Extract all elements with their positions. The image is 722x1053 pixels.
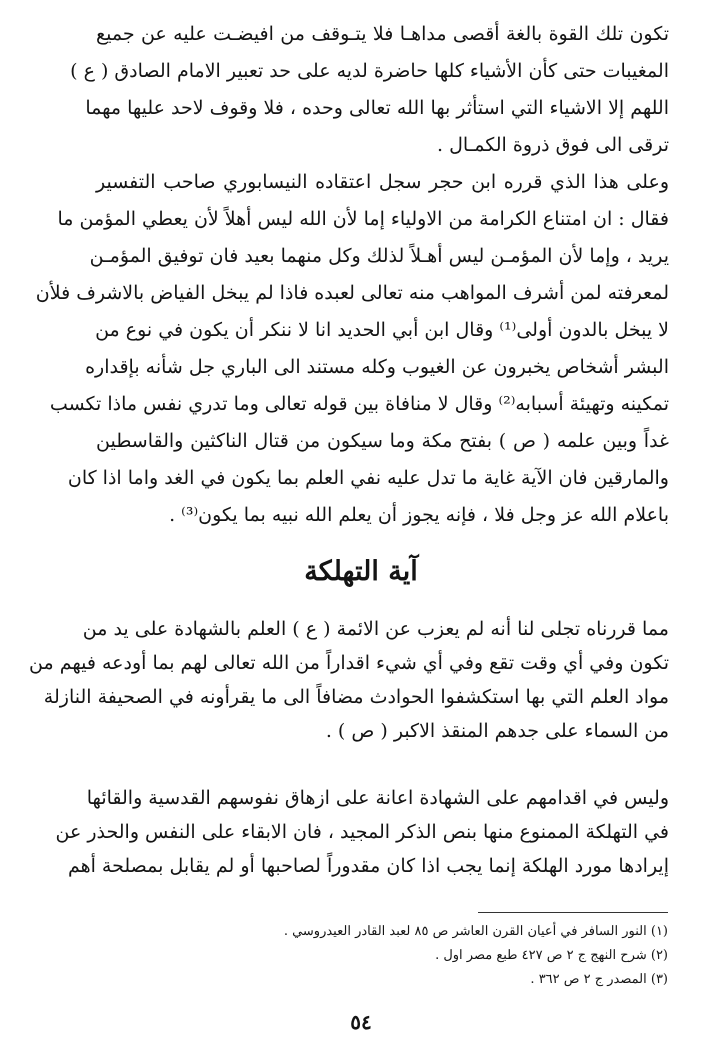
text-line: باعلام الله عز وجل فلا ، فإنه يجوز أن يعلم الله نبيه بما يكون⁽³⁾ . (169, 504, 669, 526)
page-number: ٥٤ (350, 1010, 372, 1034)
text-line: مواد العلم التي بها استكشفوا الحوادث مضافاً الى ما يقرأونه في الصحيفة النازلة (43, 686, 669, 708)
text-line: لمعرفته لمن أشرف المواهب منه تعالى لعبده فاذا لم يبخل الفياض بالاشرف فلأن (35, 282, 669, 304)
section-heading: آية التهلكة (304, 556, 418, 587)
paragraph-1 (70, 16, 669, 164)
text-line: غداً وبين علمه ( ص ) بفتح مكة وما سيكون من قتال الناكثين والقاسطين (96, 430, 669, 452)
text-line: مما قررناه تجلى لنا أنه لم يعزب عن الائمة ( ع ) العلم بالشهادة على يد من (82, 618, 669, 640)
text-line: اللهم إلا الاشياء التي استأثر بها الله تعالى وحده ، فلا وقوف لاحد عليها مهما (85, 97, 669, 119)
text-line: من السماء على جدهم المنقذ الاكبر ( ص ) . (325, 720, 669, 742)
text-line: فقال : ان امتناع الكرامة من الاولياء إما لأن الله ليس أهلاً لأن يعطي المؤمن ما (57, 208, 669, 230)
text-line: والمارقين فان الآية غاية ما تدل عليه نفي العلم بما يكون في الغد واما اذا كان (67, 467, 669, 489)
footnote: (٢) شرح النهج ج ٢ ص ٤٢٧ طبع مصر اول . (435, 948, 668, 963)
text-line: البشر أشخاص يخبرون عن الغيوب وكله مستند الى الباري جل شأنه بإقداره (85, 356, 669, 378)
text-line: المغيبات حتى كأن الأشياء كلها حاضرة لديه على حد تعبير الامام الصادق ( ع ) (70, 60, 669, 82)
text-line: تكون تلك القوة بالغة أقصى مداهـا فلا يتـوقف من افيضـت عليه عن جميع (96, 23, 669, 45)
text-line: تكون وفي أي وقت تقع وفي أي شيء اقداراً من الله تعالى لهم بما أودعه فيهم من (29, 652, 669, 674)
paragraph-3 (29, 612, 669, 748)
paragraph-2 (35, 164, 669, 534)
text-line: وعلى هذا الذي قرره ابن حجر سجل اعتقاده النيسابوري صاحب التفسير (96, 171, 669, 193)
text-line: ترقى الى فوق ذروة الكمـال . (437, 134, 669, 156)
footnote-divider (478, 912, 668, 913)
text-line: لا يبخل بالدون أولى⁽¹⁾ وقال ابن أبي الحديد انا لا ننكر أن يكون في نوع من (95, 319, 669, 341)
text-line: يريد ، وإما لأن المؤمـن ليس أهـلاً لذلك وكل منهما بعيد فان توفيق المؤمـن (89, 245, 669, 267)
text-line: إيرادها مورد الهلكة إنما يجب اذا كان مقدوراً لصاحبها أو لم يقابل بمصلحة أهم (67, 855, 669, 877)
footnote: (٣) المصدر ج ٢ ص ٣٦٢ . (530, 972, 668, 987)
text-line: في التهلكة الممنوع منها بنص الذكر المجيد ، فان الابقاء على النفس والحذر عن (55, 821, 669, 843)
text-line: تمكينه وتهيئة أسبابه⁽²⁾ وقال لا منافاة بين قوله تعالى وما تدري نفس ماذا تكسب (49, 393, 669, 415)
paragraph-4 (55, 781, 669, 883)
text-line: وليس في اقدامهم على الشهادة اعانة على ازهاق نفوسهم القدسية والقائها (86, 787, 669, 809)
footnote: (١) النور السافر في أعيان القرن العاشر ص ٨٥ لعبد القادر العيدروسي . (283, 924, 668, 939)
footnotes (240, 920, 668, 992)
